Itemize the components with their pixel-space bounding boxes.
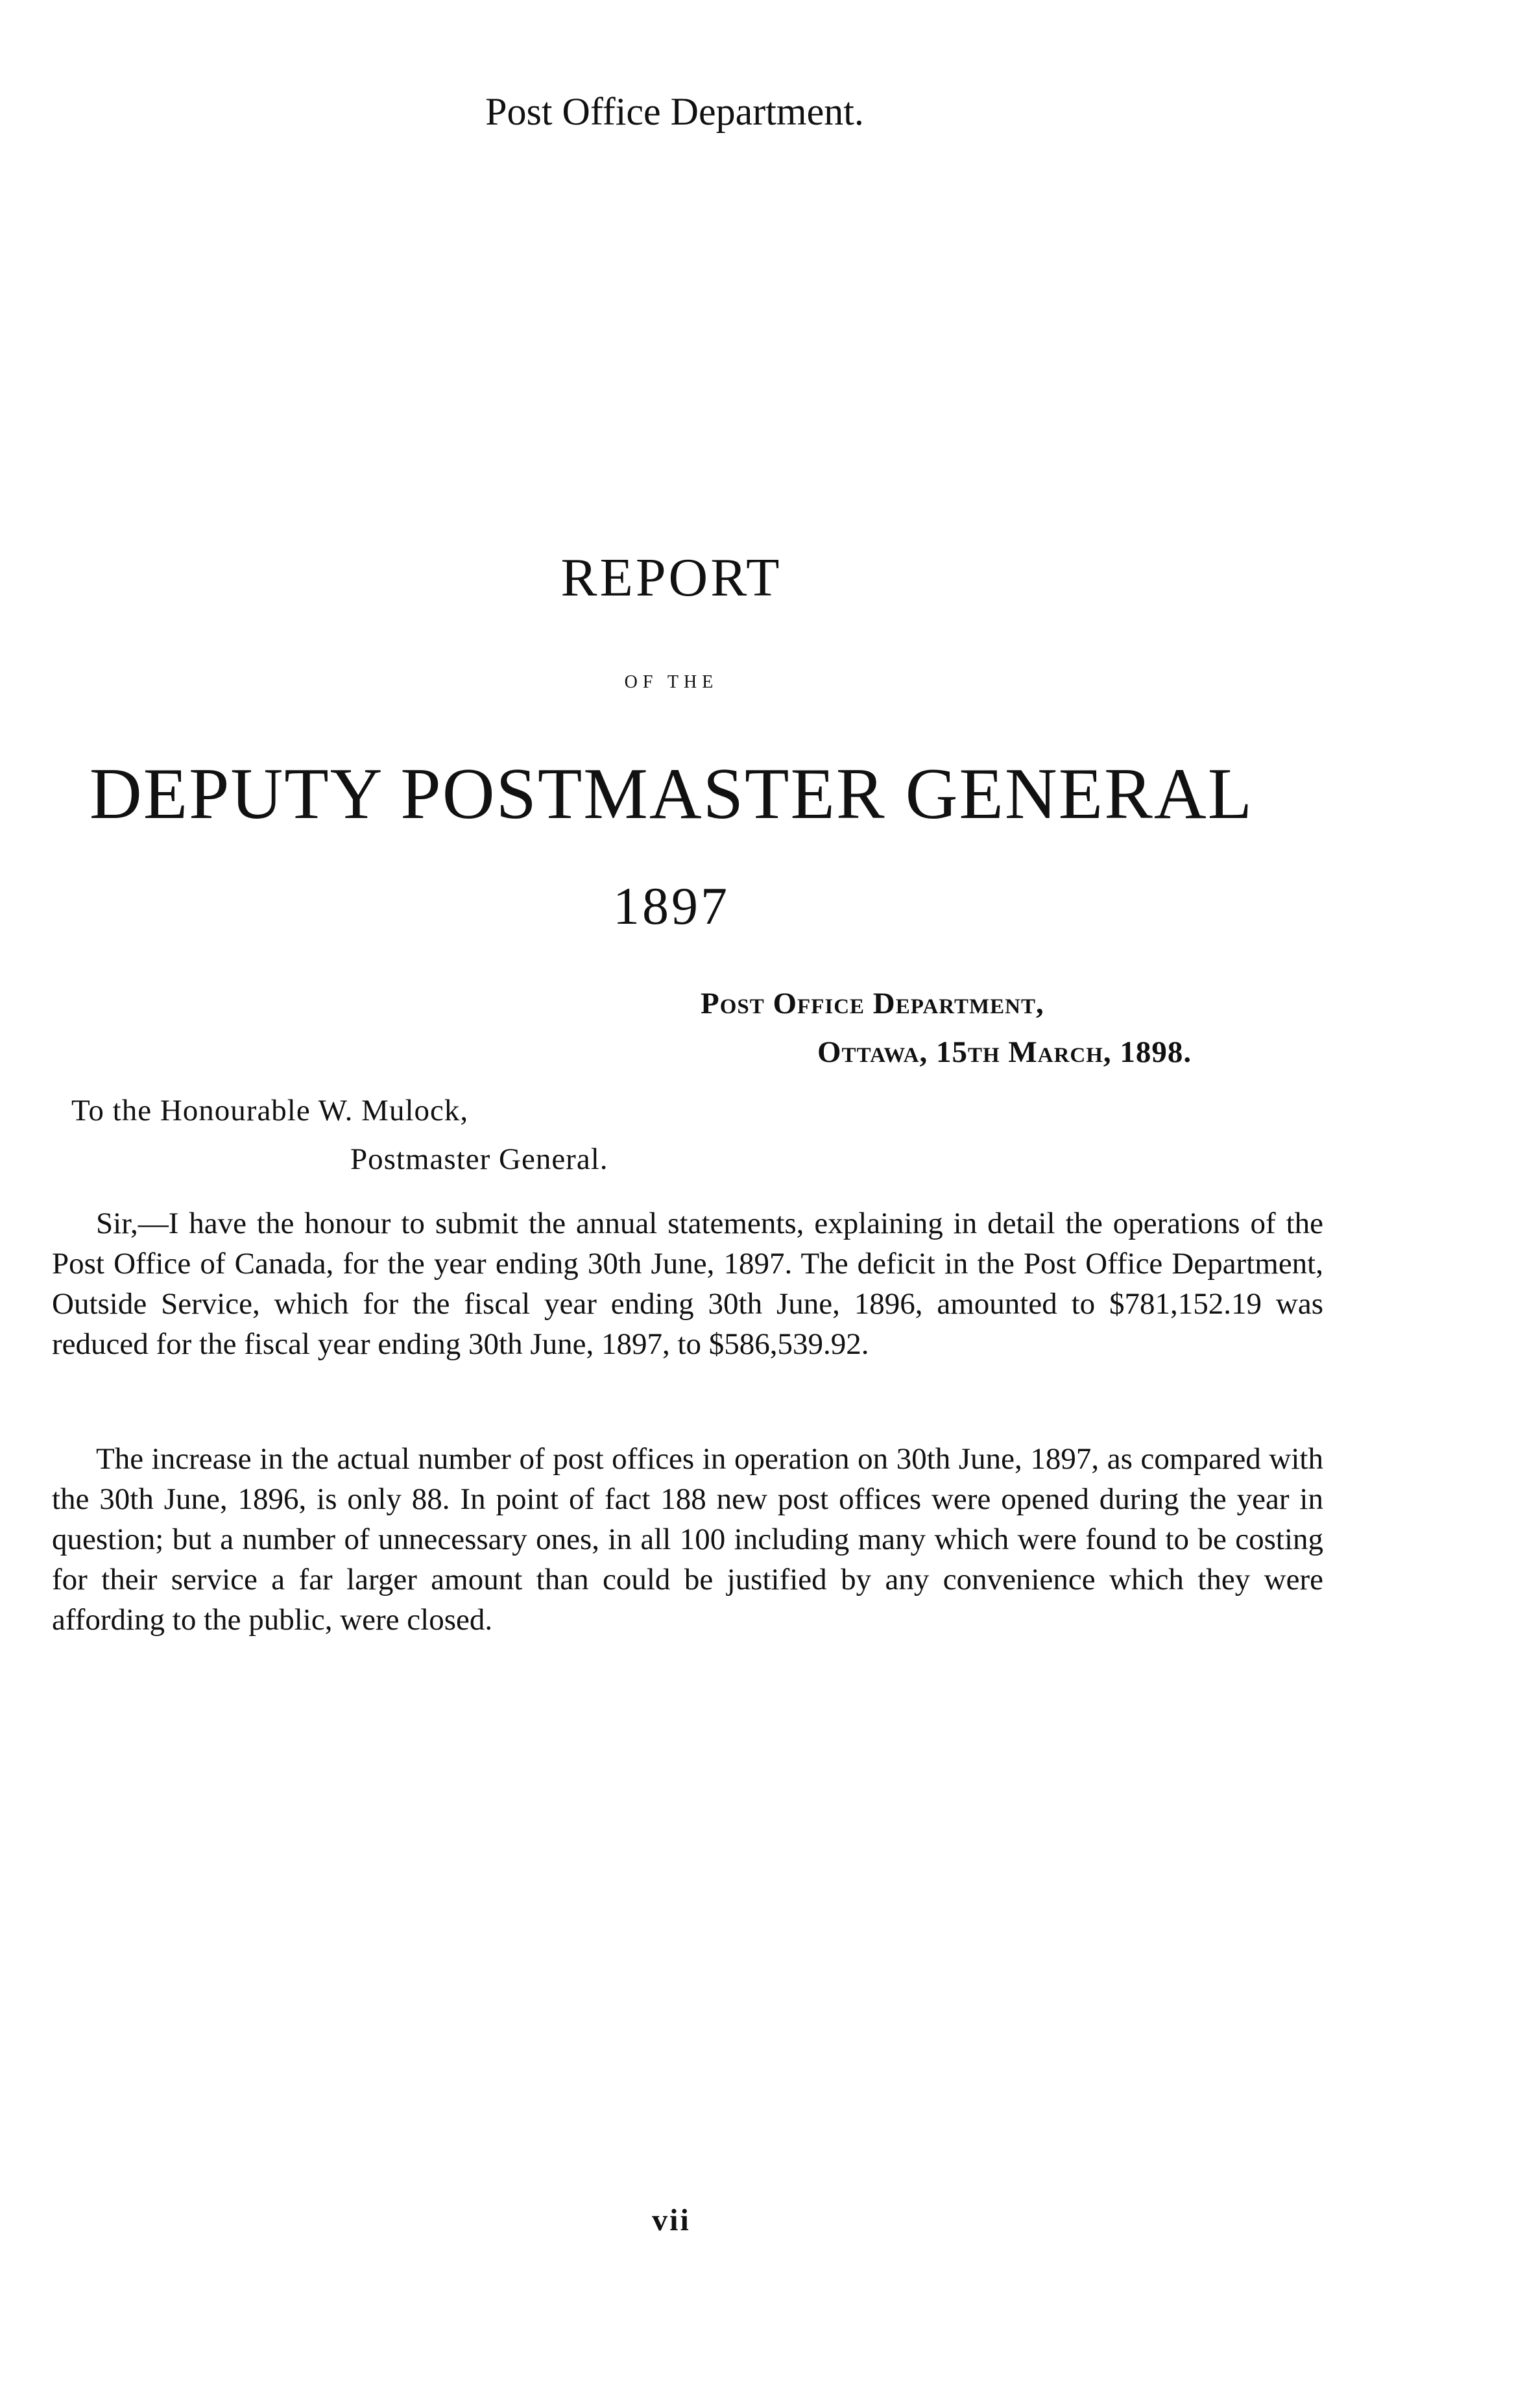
salutation-title: Postmaster General. xyxy=(350,1142,608,1176)
title-connector: OF THE xyxy=(624,672,719,692)
salutation-addressee: To the Honourable W. Mulock, xyxy=(71,1094,469,1127)
report-title: REPORT xyxy=(560,548,782,608)
running-head: Post Office Department. xyxy=(485,90,864,133)
paragraph-1: Sir,—I have the honour to submit the annual statements, explaining in detail the operations of the Post Office of Canada, for the year ending 30th June, 1897. The deficit in the Post Office Department, Outside Service, which for the fiscal year ending 30th June, 1896, amounted to $781,152.19 was reduced for the fiscal year ending 30th June, 1897, to $586,539.92. xyxy=(52,1207,1323,1361)
dateline-place-date: Ottawa, 15th March, 1898. xyxy=(817,1035,1192,1069)
paragraph-2: The increase in the actual number of post offices in operation on 30th June, 1897, as compared with the 30th June, 1896, is only 88. In point of fact 188 new post offices were opened during the year in question; but a number of unnecessary ones, in all 100 including many which were found to be costing for their service a far larger amount than could be justified by any convenience which they were affording to the public, were closed. xyxy=(52,1442,1323,1637)
page-number: vii xyxy=(652,2203,691,2237)
report-year: 1897 xyxy=(613,876,730,935)
main-title: DEPUTY POSTMASTER GENERAL xyxy=(89,754,1254,834)
dateline-department: Post Office Department, xyxy=(701,987,1044,1020)
